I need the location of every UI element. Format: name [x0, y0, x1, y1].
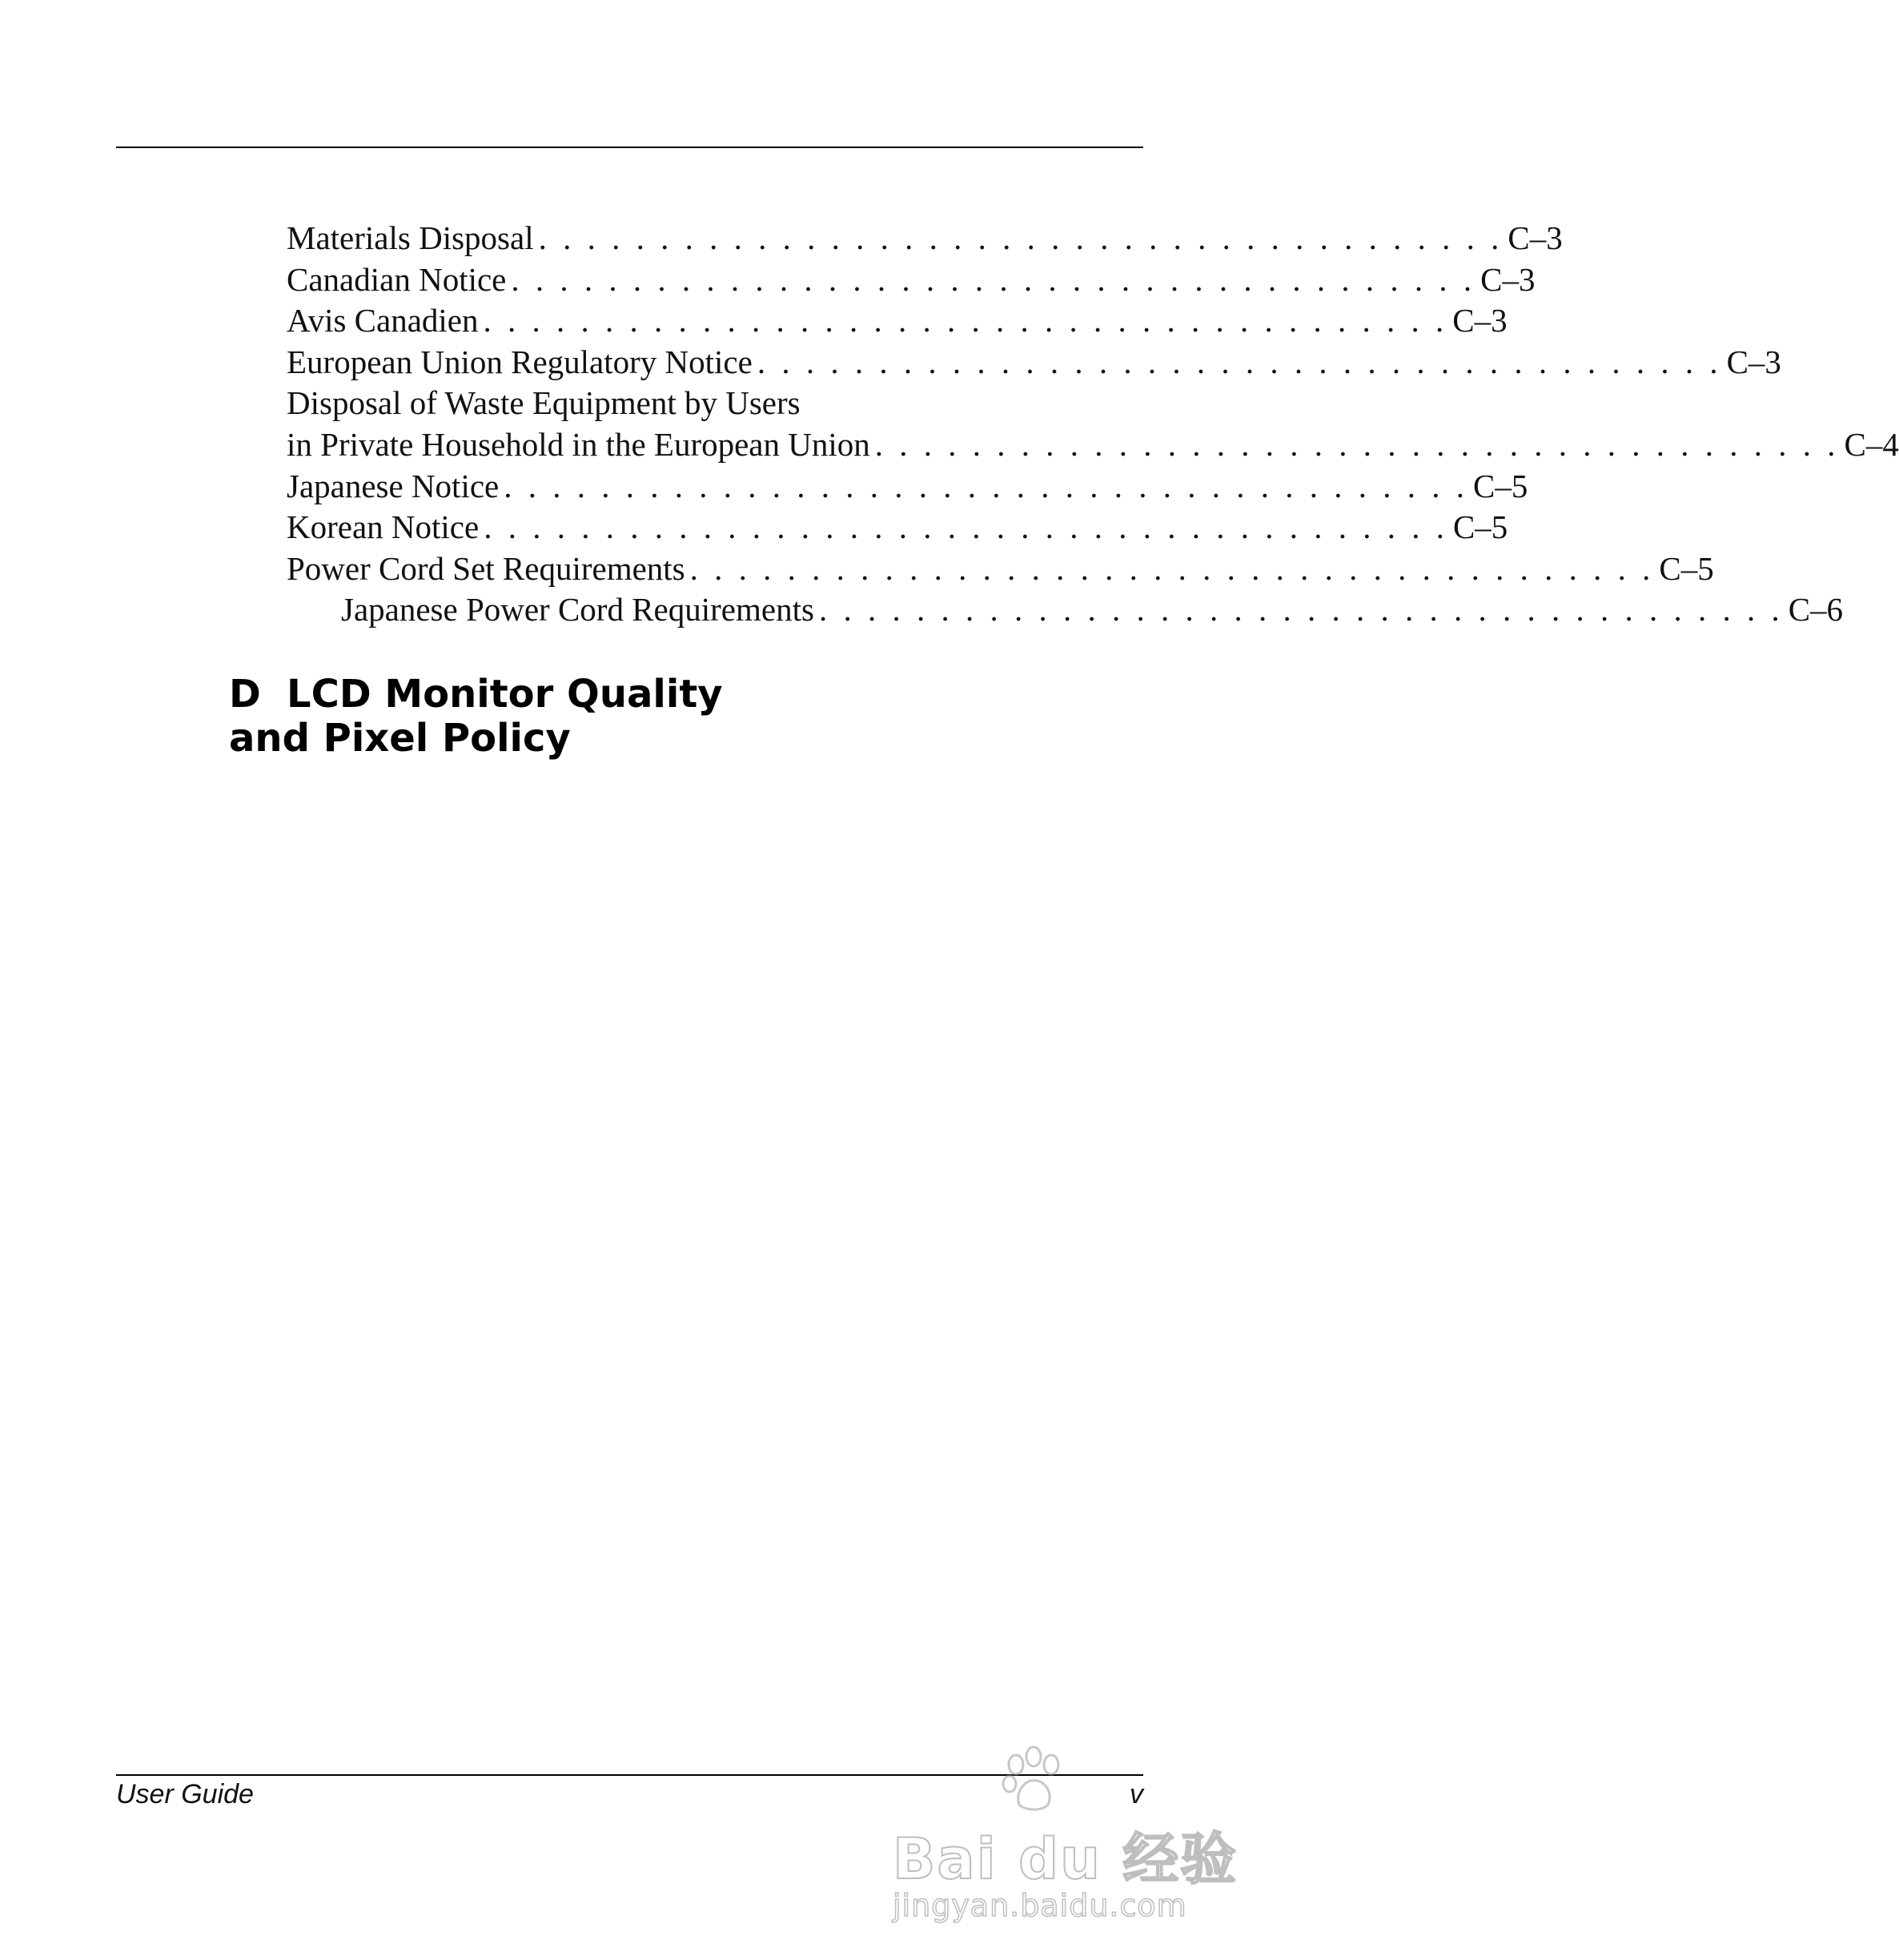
toc-entry-page: C–5 — [1473, 467, 1528, 504]
toc-leader-dots: . . . . . . . . . . . . . . . . . . . . . . . . . . . . . . . . . . . . . . . . — [504, 467, 1468, 504]
appendix-heading-line1 — [229, 673, 789, 717]
toc-leader-dots: . . . . . . . . . . . . . . . . . . . . . . . . . . . . . . . . . . . . . . . . — [511, 260, 1476, 298]
paw-icon — [997, 1744, 1069, 1816]
footer-page-number: v — [1130, 1779, 1143, 1809]
toc-entry-page: C–3 — [1726, 343, 1781, 380]
toc-entry-page: C–3 — [1508, 219, 1563, 256]
watermark-url: jingyan.baidu.com — [893, 1888, 1187, 1923]
toc-entry-page: C–3 — [1452, 302, 1508, 339]
toc-entry-title: in Private Household in the European Union — [287, 425, 870, 463]
toc-entry-avis-canadien[interactable] — [287, 300, 1508, 342]
watermark-brand: Bai du 经验 — [893, 1826, 1239, 1892]
appendix-letter: D — [229, 672, 261, 717]
appendix-title-line1: LCD Monitor Quality — [287, 672, 723, 717]
toc-entry-title: Canadian Notice — [287, 260, 507, 298]
toc-entry-title: European Union Regulatory Notice — [287, 343, 753, 380]
toc-entry-page: C–6 — [1788, 591, 1844, 629]
appendix-title-line2: and Pixel Policy — [229, 716, 571, 761]
toc-entry-korean-notice[interactable] — [287, 507, 1508, 548]
toc-leader-dots: . . . . . . . . . . . . . . . . . . . . . . . . . . . . . . . . . . . . . . . . — [538, 219, 1504, 256]
toc-leader-dots: . . . . . . . . . . . . . . . . . . . . . . . . . . . . . . . . . . . . . . . . — [874, 425, 1840, 463]
toc-entry-title: Power Cord Set Requirements — [287, 549, 685, 587]
toc-entry-canadian-notice[interactable] — [287, 259, 1536, 301]
footer-document-title: User Guide — [116, 1779, 254, 1809]
toc-entry-title: Materials Disposal — [287, 219, 534, 256]
toc-entry-japanese-notice[interactable] — [287, 466, 1528, 508]
toc-entry-page: C–5 — [1659, 549, 1714, 587]
toc-leader-dots: . . . . . . . . . . . . . . . . . . . . . . . . . . . . . . . . . . . . . . . . — [689, 549, 1655, 587]
toc-entry-japanese-power-cord[interactable] — [287, 589, 1844, 631]
toc-entry-eu-regulatory-notice[interactable] — [287, 342, 1781, 384]
toc-entry-title-line1[interactable]: Disposal of Waste Equipment by Users — [287, 384, 801, 422]
toc-entry-title: Avis Canadien — [287, 302, 479, 339]
appendix-heading[interactable] — [229, 673, 789, 761]
baidu-jingyan-watermark — [893, 1744, 1239, 1928]
header-rule — [116, 147, 1143, 148]
toc-leader-dots: . . . . . . . . . . . . . . . . . . . . . . . . . . . . . . . . . . . . . . . . — [757, 343, 1722, 380]
toc-leader-dots: . . . . . . . . . . . . . . . . . . . . . . . . . . . . . . . . . . . . . . . . — [818, 591, 1784, 629]
toc-entry-title: Japanese Notice — [287, 467, 500, 504]
table-of-contents — [287, 218, 1899, 631]
toc-leader-dots: . . . . . . . . . . . . . . . . . . . . . . . . . . . . . . . . . . . . . . . . — [484, 508, 1448, 546]
toc-entry-page: C–5 — [1452, 508, 1508, 546]
toc-entry-title: Korean Notice — [287, 508, 480, 546]
toc-entry-waste-disposal[interactable] — [287, 424, 1899, 466]
toc-entry-page: C–3 — [1480, 260, 1536, 298]
toc-entry-materials-disposal[interactable] — [287, 218, 1563, 259]
toc-entry-title: Japanese Power Cord Requirements — [341, 591, 814, 629]
toc-entry-power-cord-set[interactable] — [287, 548, 1714, 590]
toc-entry-page: C–4 — [1844, 425, 1899, 463]
toc-leader-dots: . . . . . . . . . . . . . . . . . . . . . . . . . . . . . . . . . . . . . . . . — [483, 302, 1448, 339]
